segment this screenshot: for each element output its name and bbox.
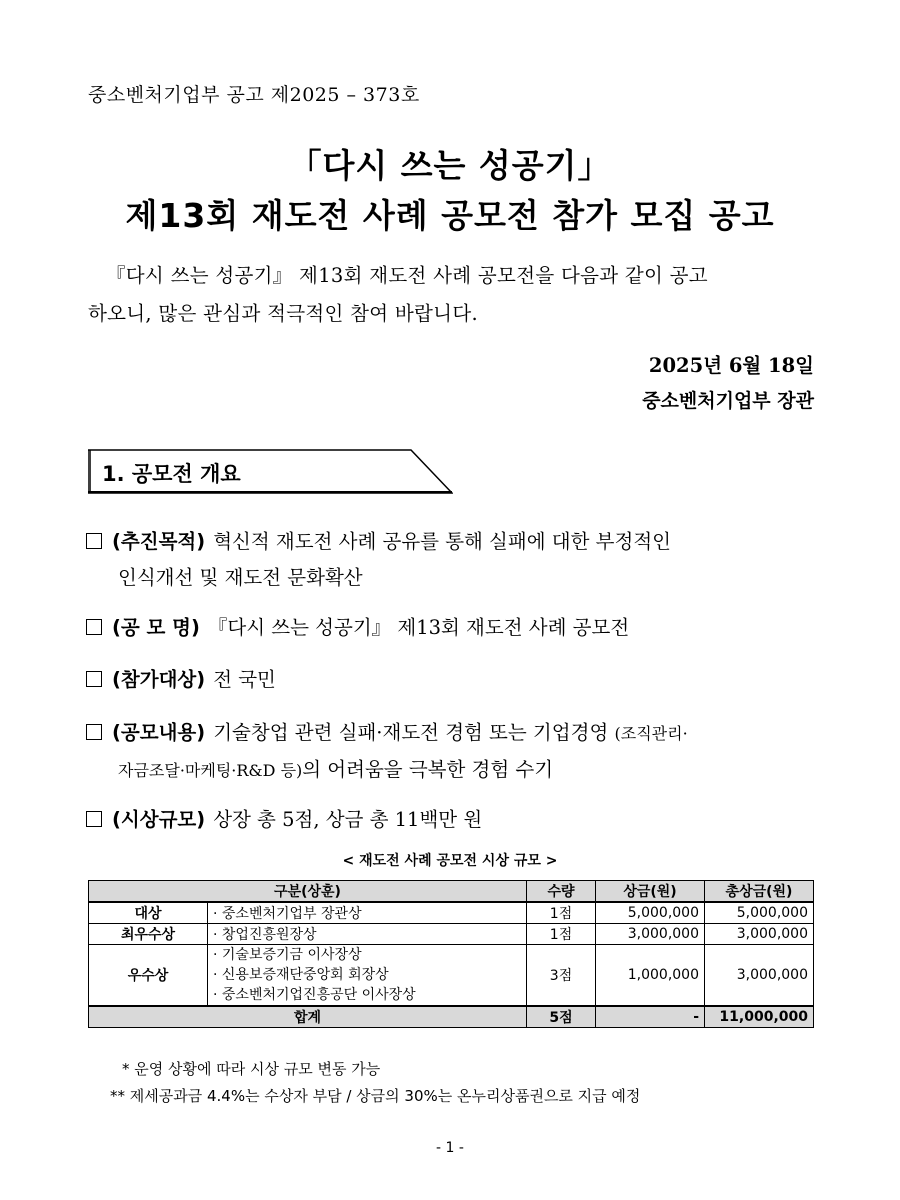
note-2: ** 제세공과금 4.4%는 수상자 부담 / 상금의 30%는 온누리상품권으로 지급 예정 xyxy=(110,1087,641,1105)
row-category: 최우수상 xyxy=(89,924,208,945)
row-total: 5,000,000 xyxy=(705,902,814,924)
item-label: (공 모 명) xyxy=(112,616,200,639)
item-text: 혁신적 재도전 사례 공유를 통해 실패에 대한 부정적인 xyxy=(213,530,671,553)
row-total: 3,000,000 xyxy=(705,924,814,945)
table-caption: < 재도전 사례 공모전 시상 규모 > xyxy=(342,853,558,869)
item-label: (참가대상) xyxy=(112,668,206,691)
item-label: (시상규모) xyxy=(112,808,206,831)
row-count: 3점 xyxy=(527,945,596,1007)
issuer: 중소벤처기업부 장관 xyxy=(642,390,814,412)
row-award: · 기술보증기금 이사장상 xyxy=(213,947,362,963)
table-row xyxy=(89,924,814,945)
item-text: 상장 총 5점, 상금 총 11백만 원 xyxy=(213,808,483,831)
row-prize: 1,000,000 xyxy=(596,945,705,1007)
row-category: 우수상 xyxy=(89,945,208,1007)
announcement-date: 2025년 6월 18일 xyxy=(648,354,814,377)
intro-line-1: 『다시 쓰는 성공기』 제13회 재도전 사례 공모전을 다음과 같이 공고 xyxy=(106,264,708,287)
item-text-detail-continued: 자금조달·마케팅·R&D 등) xyxy=(118,761,303,780)
item-text-detail: (조직관리· xyxy=(614,724,688,743)
checkbox-icon xyxy=(86,671,102,687)
item-text: 『다시 쓰는 성공기』 제13회 재도전 사례 공모전 xyxy=(207,616,630,639)
row-award: · 중소벤처기업부 장관상 xyxy=(208,902,527,924)
row-prize: 3,000,000 xyxy=(596,924,705,945)
page-number: - 1 - xyxy=(436,1140,464,1156)
row-count: 1점 xyxy=(527,902,596,924)
list-item-purpose xyxy=(86,524,826,596)
row-count: 1점 xyxy=(527,924,596,945)
header-count: 수량 xyxy=(527,881,596,903)
checkbox-icon xyxy=(86,619,102,635)
table-total-row xyxy=(89,1006,814,1028)
row-award: · 중소벤처기업진흥공단 이사장상 xyxy=(213,987,416,1003)
table-header-row xyxy=(89,881,814,903)
item-text: 전 국민 xyxy=(213,668,276,691)
list-item-target xyxy=(86,662,826,698)
row-prize: 5,000,000 xyxy=(596,902,705,924)
header-category: 구분(상훈) xyxy=(89,881,527,903)
total-count: 5점 xyxy=(527,1006,596,1028)
item-text-continued: 의 어려움을 극복한 경험 수기 xyxy=(302,758,554,781)
total-prize: - xyxy=(596,1006,705,1028)
header-total: 총상금(원) xyxy=(705,881,814,903)
row-awards xyxy=(208,945,527,1007)
checkbox-icon xyxy=(86,724,102,740)
checkbox-icon xyxy=(86,533,102,549)
item-text: 기술창업 관련 실패·재도전 경험 또는 기업경영 xyxy=(213,721,609,744)
prize-table xyxy=(88,880,814,1028)
section-heading-label: 1. 공모전 개요 xyxy=(102,462,241,486)
item-label: (공모내용) xyxy=(112,721,206,744)
row-award: · 창업진흥원장상 xyxy=(208,924,527,945)
row-award: · 신용보증재단중앙회 회장상 xyxy=(213,967,389,983)
list-item-name xyxy=(86,610,826,646)
total-label: 합계 xyxy=(89,1006,527,1028)
header-prize: 상금(원) xyxy=(596,881,705,903)
title-line-2: 제13회 재도전 사례 공모전 참가 모집 공고 xyxy=(125,196,775,235)
row-total: 3,000,000 xyxy=(705,945,814,1007)
item-label: (추진목적) xyxy=(112,530,206,553)
table-row xyxy=(89,945,814,1007)
row-category: 대상 xyxy=(89,902,208,924)
note-1: * 운영 상황에 따라 시상 규모 변동 가능 xyxy=(122,1060,381,1078)
checkbox-icon xyxy=(86,811,102,827)
list-item-content xyxy=(86,715,826,789)
intro-line-2: 하오니, 많은 관심과 적극적인 참여 바랍니다. xyxy=(88,302,478,325)
notice-number: 중소벤처기업부 공고 제2025 – 373호 xyxy=(88,84,420,106)
item-text-continued: 인식개선 및 재도전 문화확산 xyxy=(118,566,363,589)
total-amount: 11,000,000 xyxy=(705,1006,814,1028)
title-line-1: 「다시 쓰는 성공기」 xyxy=(288,146,612,185)
section-heading xyxy=(88,449,453,494)
table-row xyxy=(89,902,814,924)
list-item-awards xyxy=(86,802,826,838)
